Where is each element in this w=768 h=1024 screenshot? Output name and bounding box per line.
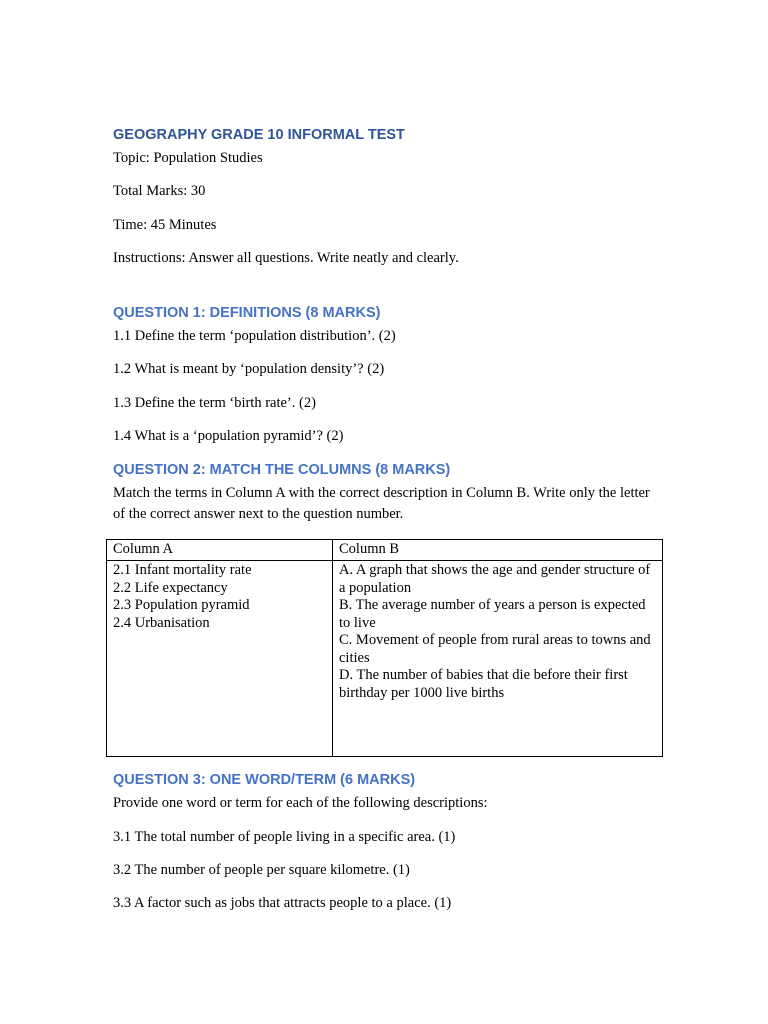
question-3-instruction: Provide one word or term for each of the following descriptions:: [113, 795, 488, 811]
total-marks-line: Total Marks: 30: [113, 183, 206, 199]
table-header-row: [107, 540, 663, 561]
question-1-item: 1.4 What is a ‘population pyramid’? (2): [113, 428, 344, 444]
column-a-cell: [107, 561, 333, 757]
instructions-line: Instructions: Answer all questions. Write neatly and clearly.: [113, 250, 459, 266]
column-b-header: Column B: [333, 540, 663, 561]
column-a-header: Column A: [107, 540, 333, 561]
question-1-item: 1.2 What is meant by ‘population density’? (2): [113, 361, 385, 377]
time-line: Time: 45 Minutes: [113, 217, 217, 233]
column-b-cell: [333, 561, 663, 757]
question-1-item: 1.3 Define the term ‘birth rate’. (2): [113, 395, 316, 411]
column-b-description: D. The number of babies that die before their first birthday per 1000 live births: [339, 667, 628, 701]
table-body-row: [107, 561, 663, 757]
column-a-term: 2.4 Urbanisation: [113, 614, 210, 631]
question-3-heading: QUESTION 3: ONE WORD/TERM (6 MARKS): [113, 772, 416, 788]
column-a-term: 2.3 Population pyramid: [113, 597, 250, 613]
question-3-item: 3.2 The number of people per square kilometre. (1): [113, 862, 410, 878]
column-a-term: 2.1 Infant mortality rate: [113, 562, 252, 578]
question-2-heading: QUESTION 2: MATCH THE COLUMNS (8 MARKS): [113, 462, 451, 478]
topic-line: Topic: Population Studies: [113, 150, 263, 166]
question-3-item: 3.1 The total number of people living in a specific area. (1): [113, 829, 456, 845]
question-1-item: 1.1 Define the term ‘population distribution’. (2): [113, 328, 396, 344]
column-b-description: B. The average number of years a person is expected to live: [339, 597, 646, 631]
column-b-description: A. A graph that shows the age and gender structure of a population: [339, 562, 651, 596]
question-2-instruction: Match the terms in Column A with the correct description in Column B. Write only the letter of the correct answer next to the question number.: [113, 485, 650, 522]
question-1-heading: QUESTION 1: DEFINITIONS (8 MARKS): [113, 305, 381, 321]
page-title: GEOGRAPHY GRADE 10 INFORMAL TEST: [113, 127, 405, 143]
column-b-description: C. Movement of people from rural areas to towns and cities: [339, 632, 651, 666]
question-3-item: 3.3 A factor such as jobs that attracts people to a place. (1): [113, 895, 452, 911]
column-a-term: 2.2 Life expectancy: [113, 579, 228, 596]
match-columns-table: [106, 539, 663, 757]
